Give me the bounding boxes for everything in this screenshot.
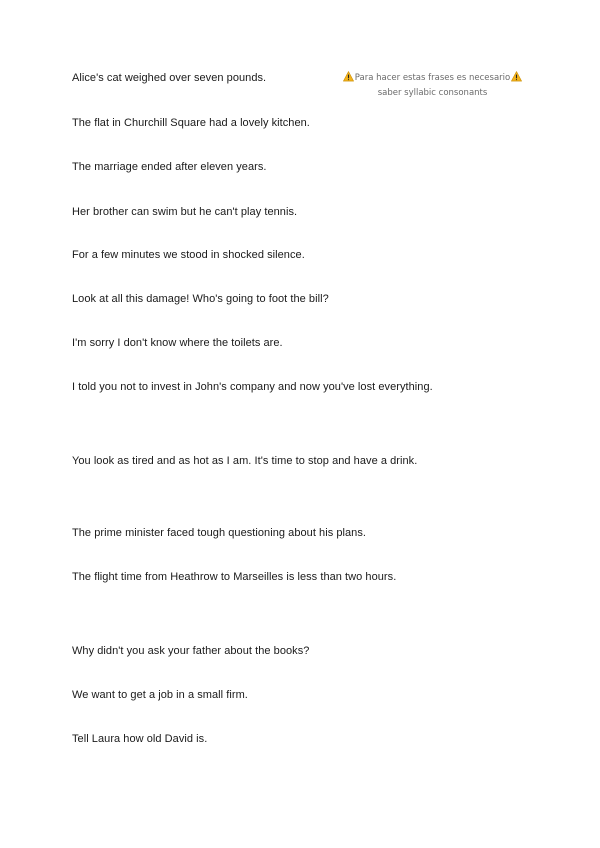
sentence-5: For a few minutes we stood in shocked silence.: [72, 249, 305, 261]
sentence-2: The flat in Churchill Square had a lovely kitchen.: [72, 117, 310, 129]
sentence-8: I told you not to invest in John's company and now you've lost everything.: [72, 381, 433, 393]
note-text-line-1: Para hacer estas frases es necesario: [354, 73, 511, 83]
sentence-1: Alice's cat weighed over seven pounds.: [72, 72, 267, 84]
warning-icon: [343, 71, 354, 82]
sentence-7: I'm sorry I don't know where the toilets are.: [72, 337, 283, 349]
syllabic-consonants-note: [330, 71, 535, 101]
sentence-9: You look as tired and as hot as I am. It's time to stop and have a drink.: [72, 455, 418, 467]
sentence-10: The prime minister faced tough questioning about his plans.: [72, 527, 367, 539]
note-line-2: saber syllabic consonants: [377, 88, 488, 98]
sentence-11: The flight time from Heathrow to Marseilles is less than two hours.: [72, 571, 397, 583]
sentence-3: The marriage ended after eleven years.: [72, 161, 267, 173]
warning-icon: [511, 71, 522, 82]
sentence-4: Her brother can swim but he can't play tennis.: [72, 206, 298, 218]
note-line-1: [330, 71, 535, 86]
sentence-12: Why didn't you ask your father about the books?: [72, 645, 310, 657]
sentence-13: We want to get a job in a small firm.: [72, 689, 248, 701]
sentence-14: Tell Laura how old David is.: [72, 733, 208, 745]
sentence-6: Look at all this damage! Who's going to foot the bill?: [72, 293, 329, 305]
